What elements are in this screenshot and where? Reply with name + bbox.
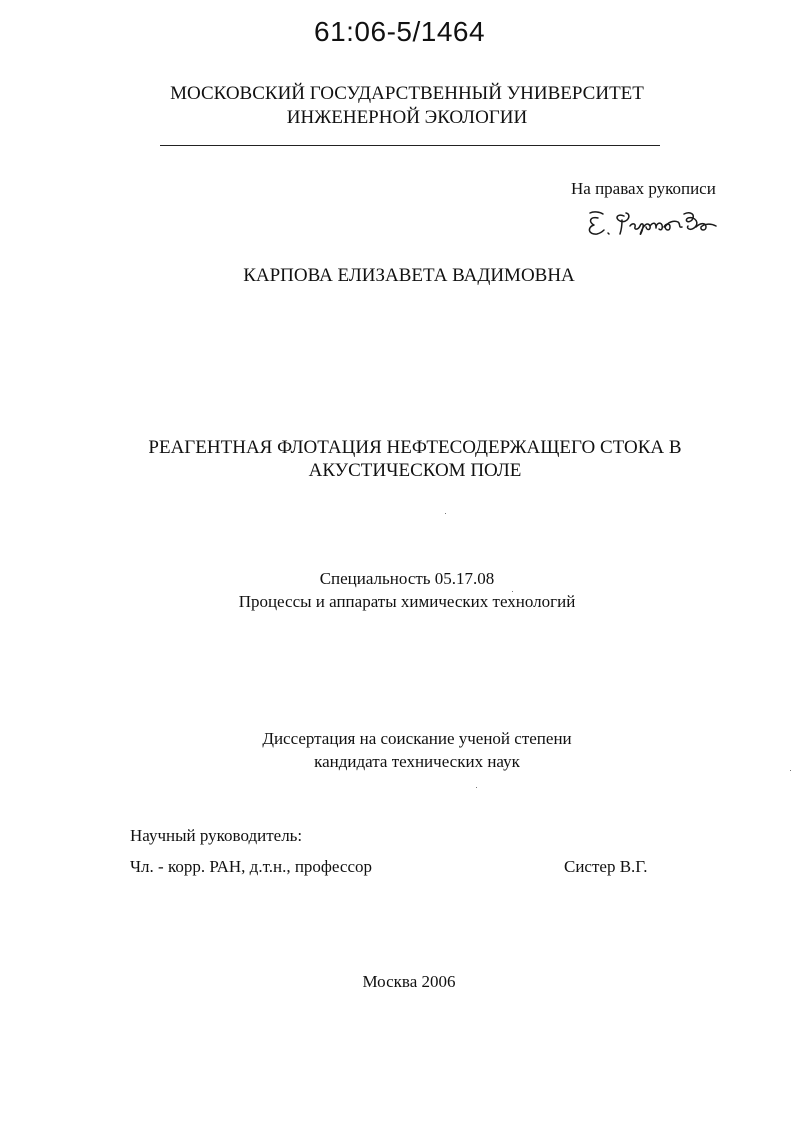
degree-line-2: кандидата технических наук (314, 752, 520, 771)
specialty-name: Процессы и аппараты химических технологий (238, 592, 576, 611)
scan-speck (445, 513, 446, 514)
degree-block (20, 727, 794, 773)
author-name: КАРПОВА ЕЛИЗАВЕТА ВАДИМОВНА (243, 265, 575, 286)
handwritten-signature (584, 206, 724, 242)
specialty-code: Специальность 05.17.08 (319, 569, 495, 588)
university-name (10, 82, 794, 130)
header-divider (160, 145, 660, 146)
dissertation-title (18, 436, 794, 482)
scan-speck (512, 591, 513, 592)
city-year: Москва 2006 (362, 972, 456, 991)
manuscript-rights: На правах рукописи (571, 179, 716, 198)
specialty-block (10, 567, 794, 613)
catalog-number: 61:06-5/1464 (314, 16, 486, 47)
scan-speck (790, 770, 791, 771)
university-line-1: МОСКОВСКИЙ ГОСУДАРСТВЕННЫЙ УНИВЕРСИТЕТ (170, 83, 644, 104)
title-line-2: АКУСТИЧЕСКОМ ПОЛЕ (308, 460, 522, 481)
supervisor-title: Чл. - корр. РАН, д.т.н., профессор (130, 857, 372, 876)
supervisor-label: Научный руководитель: (130, 826, 303, 845)
university-line-2: ИНЖЕНЕРНОЙ ЭКОЛОГИИ (286, 107, 528, 128)
supervisor-name: Систер В.Г. (564, 857, 648, 876)
scan-speck (476, 787, 477, 788)
title-line-1: РЕАГЕНТНАЯ ФЛОТАЦИЯ НЕФТЕСОДЕРЖАЩЕГО СТОКА В (148, 437, 682, 458)
degree-line-1: Диссертация на соискание ученой степени (262, 729, 572, 748)
